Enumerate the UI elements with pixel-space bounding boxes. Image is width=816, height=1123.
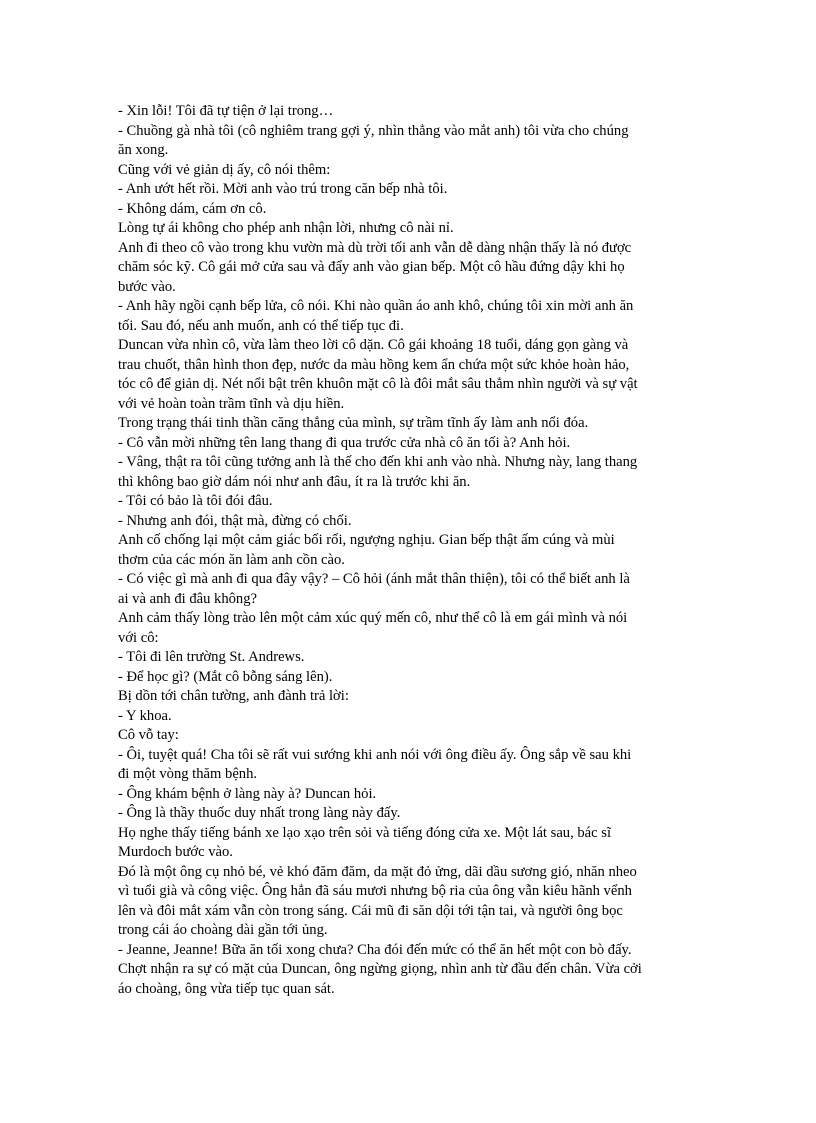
text-line: với cô: — [118, 629, 159, 646]
text-line: Anh cố chống lại một cảm giác bối rối, ngượng nghịu. Gian bếp thật ấm cúng và mùi — [118, 532, 615, 548]
text-line: vì tuổi già và công việc. Ông hẳn đã sáu mươi nhưng bộ ria của ông vẫn kiêu hãnh vểnh — [118, 883, 632, 899]
text-line: - Nhưng anh đói, thật mà, đừng có chối. — [118, 512, 352, 529]
text-line: - Có việc gì mà anh đi qua đây vậy? – Cô hỏi (ánh mắt thân thiện), tôi có thể biết anh là — [118, 571, 630, 587]
text-line: Chợt nhận ra sự có mặt của Duncan, ông ngừng giọng, nhìn anh từ đầu đến chân. Vừa cởi — [118, 961, 642, 977]
text-line: - Anh ướt hết rồi. Mời anh vào trú trong căn bếp nhà tôi. — [118, 181, 448, 197]
text-line: - Jeanne, Jeanne! Bữa ăn tối xong chưa? Cha đói đến mức có thể ăn hết một con bò đấy. — [118, 941, 632, 958]
text-line: - Vâng, thật ra tôi cũng tưởng anh là thế cho đến khi anh vào nhà. Nhưng này, lang thang — [118, 454, 638, 470]
text-line: - Tôi có bảo là tôi đói đâu. — [118, 493, 273, 509]
text-line: Họ nghe thấy tiếng bánh xe lạo xạo trên sỏi và tiếng đóng cửa xe. Một lát sau, bác sĩ — [118, 824, 612, 841]
text-line: - Ôi, tuyệt quá! Cha tôi sẽ rất vui sướng khi anh nói với ông điều ấy. Ông sắp về sau khi — [118, 746, 632, 763]
text-line: - Anh hãy ngồi cạnh bếp lửa, cô nói. Khi nào quần áo anh khô, chúng tôi xin mời anh ăn — [118, 298, 634, 314]
text-line: tóc cô để giản dị. Nét nổi bật trên khuôn mặt cô là đôi mắt sâu thẳm nhìn người và sự vật — [118, 376, 638, 392]
text-line: - Y khoa. — [118, 707, 172, 724]
text-line: Duncan vừa nhìn cô, vừa làm theo lời cô dặn. Cô gái khoảng 18 tuổi, dáng gọn gàng và — [118, 337, 629, 353]
text-line: trong cái áo choàng dài gần tới ủng. — [118, 922, 328, 938]
text-line: - Để học gì? (Mắt cô bỗng sáng lên). — [118, 668, 333, 685]
document-page — [118, 102, 698, 999]
text-line: Bị dồn tới chân tường, anh đành trả lời: — [118, 688, 349, 704]
text-line: Cô vỗ tay: — [118, 727, 179, 743]
text-line: bước vào. — [118, 278, 176, 295]
text-line: tối. Sau đó, nếu anh muốn, anh có thể tiếp tục đi. — [118, 317, 404, 334]
text-line: - Không dám, cám ơn cô. — [118, 200, 267, 217]
text-line: Cũng với vẻ giản dị ấy, cô nói thêm: — [118, 161, 331, 178]
text-line: đi một vòng thăm bệnh. — [118, 766, 258, 782]
text-line: Anh đi theo cô vào trong khu vườn mà dù trời tối anh vẫn dễ dàng nhận thấy là nó được — [118, 239, 632, 256]
text-line: trau chuốt, thân hình thon đẹp, nước da màu hồng kem ẩn chứa một sức khỏe hoàn hảo, — [118, 356, 630, 373]
text-line: Lòng tự ái không cho phép anh nhận lời, nhưng cô nài nỉ. — [118, 220, 454, 236]
text-line: - Xin lỗi! Tôi đã tự tiện ở lại trong… — [118, 103, 334, 119]
text-line: - Chuồng gà nhà tôi (cô nghiêm trang gợi ý, nhìn thẳng vào mắt anh) tôi vừa cho chúng — [118, 122, 629, 139]
text-line: - Ông khám bệnh ở làng này à? Duncan hỏi. — [118, 785, 377, 802]
text-line: - Cô vẫn mời những tên lang thang đi qua trước cửa nhà cô ăn tối à? Anh hỏi. — [118, 434, 571, 451]
text-line: Trong trạng thái tinh thần căng thẳng của mình, sự trầm tĩnh ấy làm anh nổi đóa. — [118, 415, 589, 431]
text-line: Anh cảm thấy lòng trào lên một cảm xúc quý mến cô, như thể cô là em gái mình và nói — [118, 610, 628, 626]
text-line: với vẻ hoàn toàn trầm tĩnh và dịu hiền. — [118, 395, 345, 412]
text-line: - Tôi đi lên trường St. Andrews. — [118, 649, 305, 665]
text-line: thì không bao giờ dám nói như anh đâu, ít ra là trước khi ăn. — [118, 473, 471, 490]
text-line: Murdoch bước vào. — [118, 844, 233, 860]
text-line: Đó là một ông cụ nhỏ bé, vẻ khó đăm đăm, da mặt đỏ ửng, dãi dầu sương gió, nhăn nheo — [118, 863, 637, 880]
text-line: thơm của các món ăn làm anh cồn cào. — [118, 551, 345, 568]
text-line: ăn xong. — [118, 142, 169, 158]
text-line: ai và anh đi đâu không? — [118, 590, 258, 607]
text-line: lên và đôi mắt xám vẫn còn trong sáng. Cái mũ đi săn dội tới tận tai, và người ông bọc — [118, 902, 623, 919]
text-line: áo choàng, ông vừa tiếp tục quan sát. — [118, 980, 335, 997]
text-line: - Ông là thầy thuốc duy nhất trong làng này đấy. — [118, 805, 401, 821]
text-line: chăm sóc kỹ. Cô gái mở cửa sau và đẩy anh vào gian bếp. Một cô hầu đứng dậy khi họ — [118, 259, 625, 275]
